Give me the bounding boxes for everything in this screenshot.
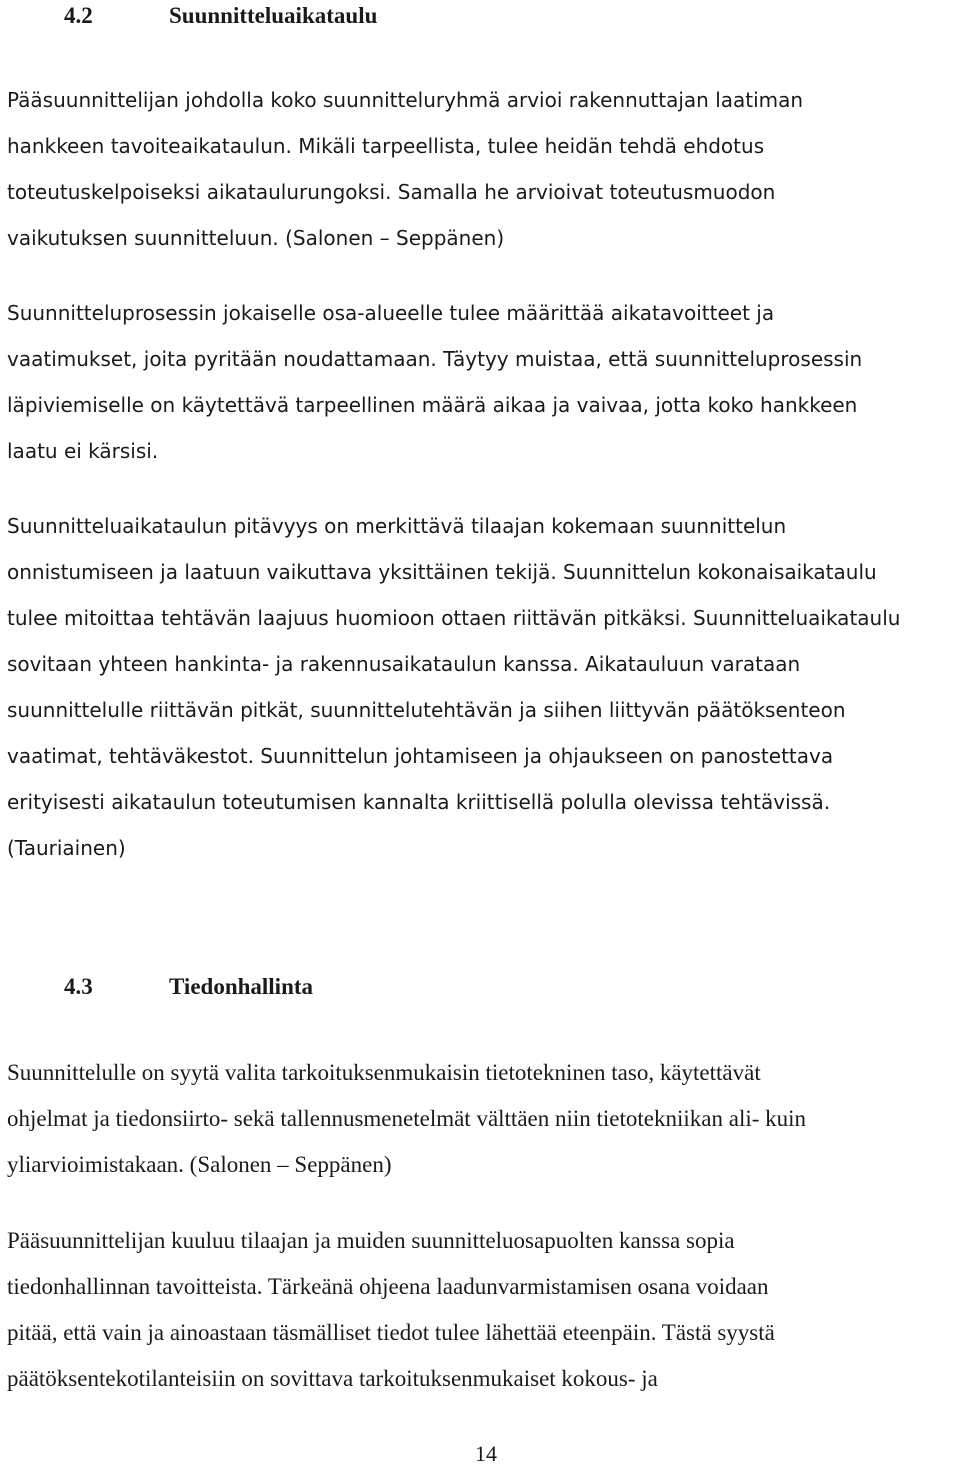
text-line: tiedonhallinnan tavoitteista. Tärkeänä ohjeena laadunvarmistamisen osana voidaan [7,1274,769,1299]
paragraph-3 [7,503,957,871]
text-line: Pääsuunnittelijan kuuluu tilaajan ja muiden suunnitteluosapuolten kanssa sopia [7,1228,735,1253]
paragraph-4 [7,1050,957,1188]
text-line: onnistumiseen ja laatuun vaikuttava yksittäinen tekijä. Suunnittelun kokonaisaikataulu [7,560,877,584]
text-line: (Tauriainen) [7,836,126,860]
text-line: Suunnittelulle on syytä valita tarkoituksenmukaisin tietotekninen taso, käytettävät [7,1060,761,1085]
text-line: toteutuskelpoiseksi aikataulurungoksi. Samalla he arvioivat toteutusmuodon [7,180,776,204]
text-line: laatu ei kärsisi. [7,439,159,463]
text-line: vaikutuksen suunnitteluun. (Salonen – Seppänen) [7,226,505,250]
text-line: vaatimat, tehtäväkestot. Suunnittelun johtamiseen ja ohjaukseen on panostettava [7,744,834,768]
paragraph-2 [7,290,957,474]
text-line: läpiviemiselle on käytettävä tarpeellinen määrä aikaa ja vaivaa, jotta koko hankkeen [7,393,858,417]
text-line: suunnittelulle riittävän pitkät, suunnittelutehtävän ja siihen liittyvän päätöksenteon [7,698,846,722]
text-line: Suunnitteluprosessin jokaiselle osa-alueelle tulee määrittää aikatavoitteet ja [7,301,775,325]
text-line: erityisesti aikataulun toteutumisen kannalta kriittisellä polulla olevissa tehtävissä. [7,790,831,814]
text-line: ohjelmat ja tiedonsiirto- sekä tallennusmenetelmät välttäen niin tietotekniikan ali- kuin [7,1106,807,1131]
text-line: tulee mitoittaa tehtävän laajuus huomioon ottaen riittävän pitkäksi. Suunnitteluaikataulu [7,606,901,630]
text-line: hankkeen tavoiteaikataulun. Mikäli tarpeellista, tulee heidän tehdä ehdotus [7,134,765,158]
section-number: 4.2 [64,3,93,28]
text-line: yliarvioimistakaan. (Salonen – Seppänen) [7,1152,392,1177]
paragraph-5 [7,1218,957,1402]
text-line: sovitaan yhteen hankinta- ja rakennusaikataulun kanssa. Aikatauluun varataan [7,652,801,676]
text-line: pitää, että vain ja ainoastaan täsmälliset tiedot tulee lähettää eteenpäin. Tästä syystä [7,1320,775,1345]
text-line: päätöksentekotilanteisiin on sovittava tarkoituksenmukaiset kokous- ja [7,1366,658,1391]
text-line: Suunnitteluaikataulun pitävyys on merkittävä tilaajan kokemaan suunnittelun [7,514,787,538]
section-number: 4.3 [64,974,93,999]
text-line: Pääsuunnittelijan johdolla koko suunnitteluryhmä arvioi rakennuttajan laatiman [7,88,804,112]
paragraph-1 [7,77,957,261]
page-number: 14 [475,1441,497,1466]
section-title: Suunnitteluaikataulu [169,3,378,28]
section-title: Tiedonhallinta [169,974,314,999]
text-line: vaatimukset, joita pyritään noudattamaan. Täytyy muistaa, että suunnitteluprosessin [7,347,863,371]
